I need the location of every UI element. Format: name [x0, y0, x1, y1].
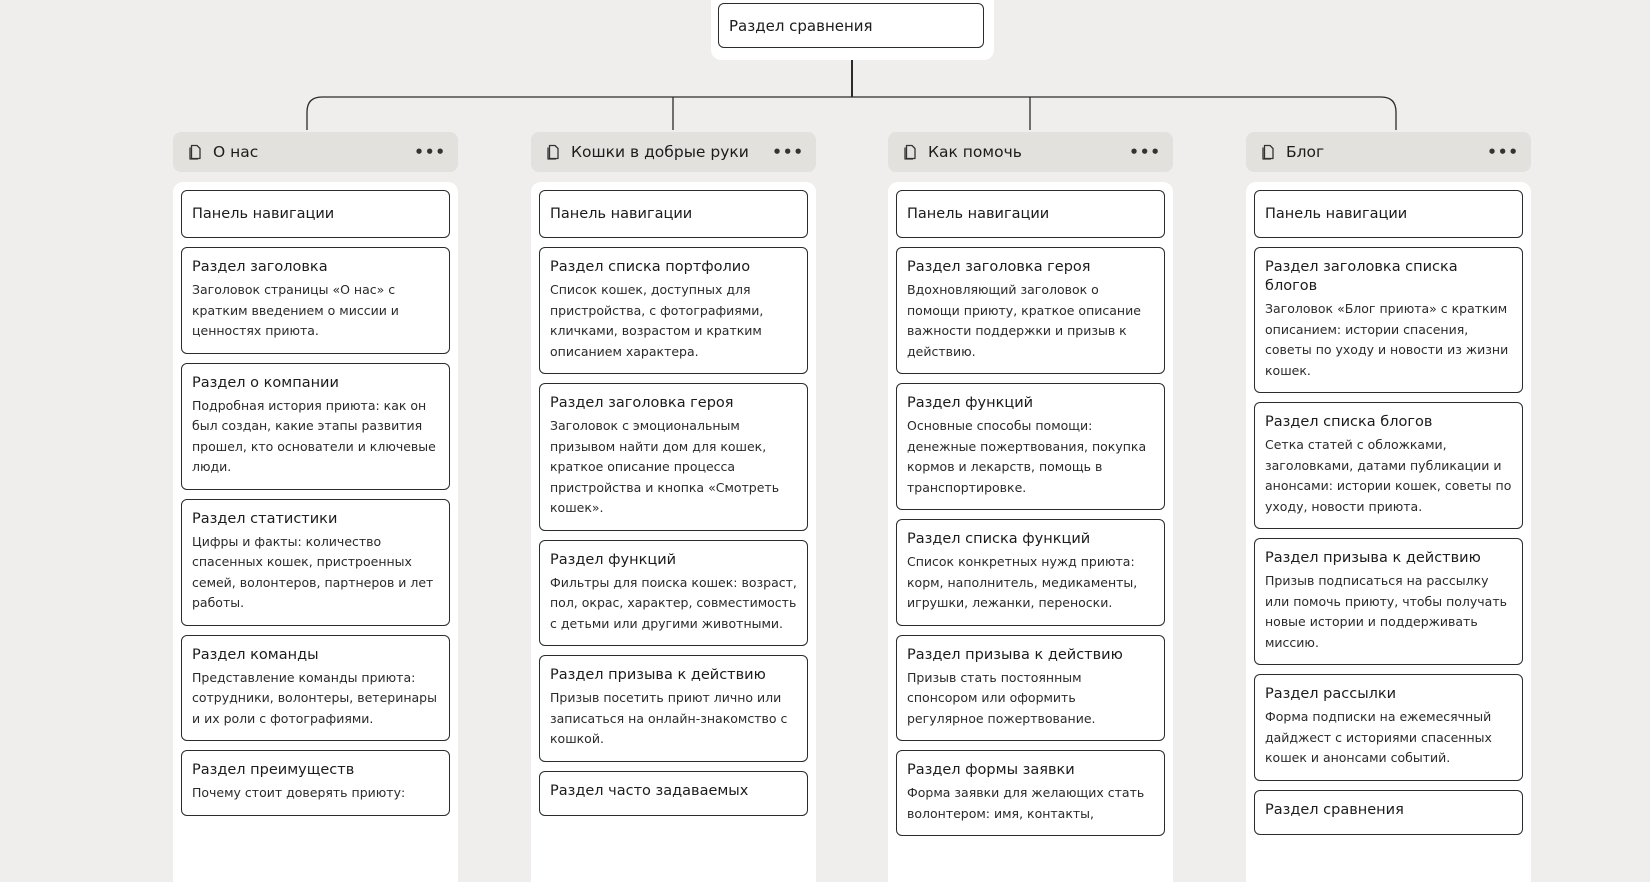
page-header[interactable]	[531, 132, 816, 172]
section-description: Основные способы помощи: денежные пожертвования, покупка кормов и лекарств, помощь в транспортировке.	[907, 418, 1147, 495]
section-title: Раздел заголовка героя	[907, 259, 1091, 275]
page-header[interactable]	[888, 132, 1173, 172]
section-card[interactable]	[896, 635, 1165, 742]
section-title: Раздел преимуществ	[192, 762, 355, 778]
branch-line	[307, 97, 1396, 130]
page-title: О нас	[213, 143, 259, 161]
section-card[interactable]	[539, 655, 808, 762]
section-description: Список конкретных нужд приюта: корм, наполнитель, медикаменты, игрушки, лежанки, переноски.	[907, 554, 1138, 610]
section-title: Раздел списка портфолио	[550, 259, 751, 275]
root-node-card[interactable]	[718, 3, 984, 48]
section-title: Раздел списка блогов	[1265, 414, 1433, 430]
section-card[interactable]	[539, 383, 808, 531]
section-description: Почему стоит доверять приюту:	[192, 785, 406, 800]
section-title: Раздел формы заявки	[907, 762, 1075, 778]
section-card[interactable]	[539, 771, 808, 816]
page-icon	[902, 144, 918, 160]
section-card[interactable]	[181, 750, 450, 816]
section-title: Панель навигации	[192, 206, 335, 222]
section-card[interactable]	[1254, 674, 1523, 781]
root-node-container	[711, 0, 994, 60]
navigation-panel-card[interactable]	[1254, 190, 1523, 238]
page-header[interactable]	[1246, 132, 1531, 172]
page-icon	[187, 144, 203, 160]
section-description: Список кошек, доступных для пристройства, с фотографиями, кличками, возрастом и кратким описанием характера.	[550, 282, 764, 359]
section-title: Раздел призыва к действию	[550, 667, 766, 683]
page-sections-list	[531, 182, 816, 882]
section-description: Форма заявки для желающих стать волонтером: имя, контакты,	[907, 785, 1145, 821]
section-description: Заголовок с эмоциональным призывом найти дом для кошек, краткое описание процесса пристройства и кнопка «Смотреть кошек».	[550, 418, 780, 515]
section-card[interactable]	[1254, 538, 1523, 665]
section-title: Раздел статистики	[192, 510, 338, 527]
section-description: Вдохновляющий заголовок о помощи приюту, краткое описание важности поддержки и призыв к действию.	[907, 282, 1141, 359]
page-icon	[1260, 144, 1276, 160]
section-title: Раздел о компании	[192, 374, 339, 391]
section-card[interactable]	[181, 247, 450, 354]
section-description: Подробная история приюта: как он был создан, какие этапы развития прошел, кто основатели и ключевые люди.	[192, 397, 436, 474]
section-title: Раздел часто задаваемых	[550, 782, 749, 799]
root-node-title: Раздел сравнения	[729, 16, 873, 35]
section-card[interactable]	[181, 363, 450, 490]
section-description: Форма подписки на ежемесячный дайджест с историями спасенных кошек и анонсами событий.	[1265, 709, 1492, 765]
page-column	[173, 132, 458, 882]
section-description: Фильтры для поиска кошек: возраст, пол, окрас, характер, совместимость с детьми или другими животными.	[550, 574, 797, 631]
section-description: Призыв подписаться на рассылку или помочь приюту, чтобы получать новые истории и поддерживать миссию.	[1265, 573, 1507, 650]
section-card[interactable]	[896, 247, 1165, 374]
section-title: Раздел заголовка героя	[550, 395, 734, 411]
section-title: Раздел функций	[550, 551, 677, 568]
more-icon[interactable]: •••	[414, 142, 446, 161]
section-card[interactable]	[896, 750, 1165, 836]
section-description: Призыв стать постоянным спонсором или оформить регулярное пожертвование.	[907, 669, 1096, 726]
page-column	[1246, 132, 1531, 882]
section-title: Панель навигации	[1265, 206, 1408, 222]
page-title: Кошки в добрые руки	[571, 143, 749, 161]
page-title: Блог	[1286, 143, 1325, 161]
page-sections-list	[888, 182, 1173, 882]
more-icon[interactable]: •••	[772, 142, 804, 161]
page-title: Как помочь	[928, 143, 1022, 161]
section-card[interactable]	[181, 499, 450, 626]
page-sections-list	[173, 182, 458, 882]
section-card[interactable]	[539, 247, 808, 374]
section-title: Раздел команды	[192, 646, 319, 663]
section-description: Призыв посетить приют лично или записаться на онлайн-знакомство с кошкой.	[550, 690, 788, 746]
section-card[interactable]	[539, 540, 808, 647]
section-description: Заголовок «Блог приюта» с кратким описанием: истории спасения, советы по уходу и новости из жизни кошек.	[1265, 301, 1509, 378]
section-title: Раздел призыва к действию	[907, 646, 1123, 663]
page-icon	[545, 144, 561, 160]
section-title: Раздел списка функций	[907, 531, 1091, 547]
page-sections-list	[1246, 182, 1531, 882]
section-title: Раздел заголовка списка блогов	[1265, 259, 1458, 294]
section-title: Раздел рассылки	[1265, 686, 1397, 702]
section-card[interactable]	[181, 635, 450, 742]
section-card[interactable]	[1254, 247, 1523, 393]
section-title: Раздел сравнения	[1265, 801, 1404, 818]
section-title: Раздел заголовка	[192, 259, 328, 275]
page-column	[531, 132, 816, 882]
section-description: Заголовок страницы «О нас» с кратким введением о миссии и ценностях приюта.	[192, 282, 399, 338]
page-column	[888, 132, 1173, 882]
section-description: Представление команды приюта: сотрудники, волонтеры, ветеринары и их роли с фотографиями.	[192, 669, 437, 726]
section-card[interactable]	[896, 519, 1165, 626]
more-icon[interactable]: •••	[1129, 142, 1161, 161]
navigation-panel-card[interactable]	[181, 190, 450, 238]
navigation-panel-card[interactable]	[896, 190, 1165, 238]
section-title: Раздел функций	[907, 395, 1034, 411]
page-header[interactable]	[173, 132, 458, 172]
section-description: Цифры и факты: количество спасенных кошек, пристроенных семей, волонтеров, партнеров и лет работы.	[192, 533, 434, 610]
section-card[interactable]	[1254, 402, 1523, 529]
section-title: Панель навигации	[550, 206, 693, 222]
section-card[interactable]	[1254, 790, 1523, 835]
more-icon[interactable]: •••	[1487, 142, 1519, 161]
section-description: Сетка статей с обложками, заголовками, датами публикации и анонсами: истории кошек, советы по уходу, новости приюта.	[1265, 437, 1512, 514]
navigation-panel-card[interactable]	[539, 190, 808, 238]
section-card[interactable]	[896, 383, 1165, 510]
section-title: Панель навигации	[907, 206, 1050, 222]
section-title: Раздел призыва к действию	[1265, 550, 1481, 566]
